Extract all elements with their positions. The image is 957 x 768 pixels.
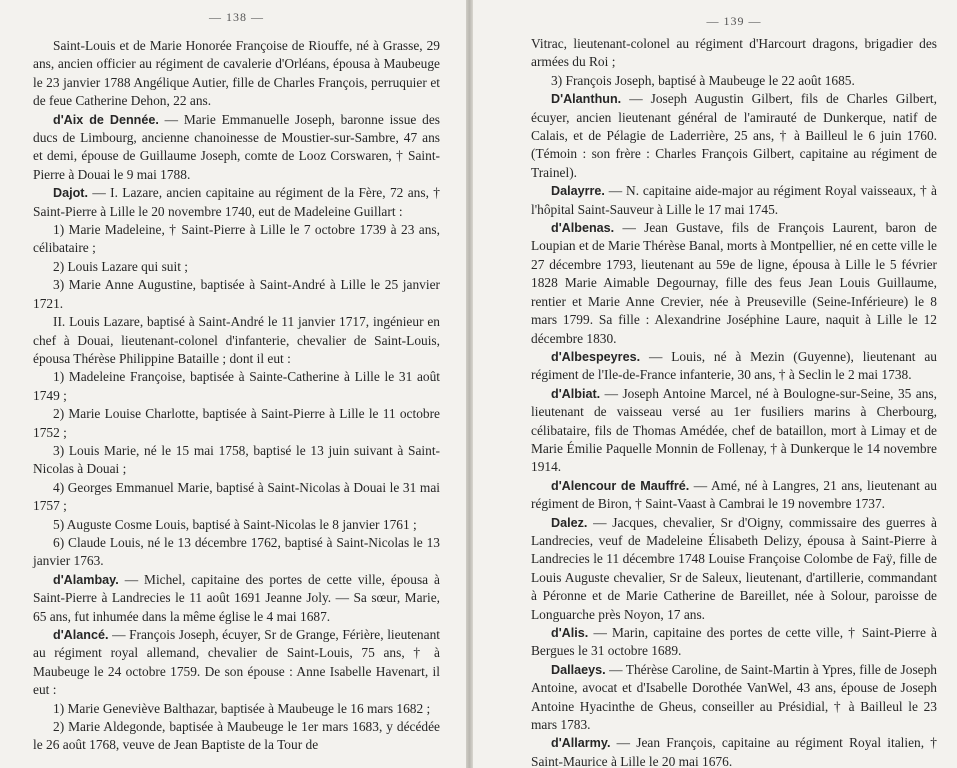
family-name: Dajot.	[53, 186, 88, 201]
entry-paragraph	[33, 700, 440, 718]
genealogy-entry	[33, 184, 440, 221]
entry-text: Saint-Louis et de Marie Honorée Françoise de Riouffe, né à Grasse, 29 ans, ancien officier au régiment de cavalerie d'Orléans, épousa à Maubeuge le 23 janvier 1788 Angélique Autier, fille de Charles François, perruquier et de feue Catherine Dehon, 22 ans.	[33, 38, 440, 109]
family-name: d'Aix de Dennée.	[53, 112, 159, 127]
family-name: d'Albiat.	[551, 386, 601, 401]
family-name: d'Alancé.	[53, 628, 109, 642]
genealogy-entry	[531, 514, 937, 624]
genealogy-entry	[531, 385, 937, 477]
entry-text: 3) François Joseph, baptisé à Maubeuge le 22 août 1685.	[551, 72, 855, 88]
entry-paragraph	[33, 534, 440, 571]
entry-text: 1) Madeleine Françoise, baptisée à Sainte-Catherine à Lille le 31 août 1749 ;	[33, 369, 440, 403]
entry-paragraph	[33, 516, 440, 534]
entry-text: II. Louis Lazare, baptisé à Saint-André le 11 janvier 1717, ingénieur en chef à Douai, lieutenant-colonel d'infanterie, chevalier de Saint-Louis, épousa Thérèse Philippine Bataille ; dont il eut :	[33, 314, 440, 366]
entry-text: — Joseph Augustin Gilbert, fils de Charles Gilbert, écuyer, ancien lieutenant général de l'amirauté de Dunkerque, natif de Calais, et de Pélagie de Laderrière, 25 ans, † à Bailleul le 6 juin 1760. (Témoin : son frère : Charles François Gilbert, capitaine au régiment de Trainel).	[531, 91, 937, 180]
entry-text: 5) Auguste Cosme Louis, baptisé à Saint-Nicolas le 8 janvier 1761 ;	[53, 516, 417, 532]
entry-paragraph	[33, 405, 440, 442]
entry-paragraph	[33, 479, 440, 516]
genealogy-entry	[531, 661, 937, 735]
entry-text: 1) Marie Madeleine, † Saint-Pierre à Lille le 7 octobre 1739 à 23 ans, célibataire ;	[33, 222, 440, 256]
genealogy-entry	[531, 90, 937, 182]
entry-text: 2) Marie Louise Charlotte, baptisée à Saint-Pierre à Lille le 11 octobre 1752 ;	[33, 406, 440, 440]
genealogy-entry	[531, 734, 937, 768]
entry-text: — François Joseph, écuyer, Sr de Grange, Férière, lieutenant au régiment royal allemand, chevalier de Saint-Louis, 75 ans, † à Maubeuge le 24 octobre 1759. De son épouse : Anne Isabelle Havenart, il eut :	[33, 627, 440, 698]
genealogy-entry	[531, 219, 937, 348]
entry-text: 3) Louis Marie, né le 15 mai 1758, baptisé le 13 juin suivant à Saint-Nicolas à Douai ;	[33, 442, 440, 477]
family-name: d'Alis.	[551, 626, 589, 640]
genealogy-entry	[33, 626, 440, 700]
entry-paragraph	[33, 718, 440, 755]
family-name: d'Albenas.	[551, 221, 615, 236]
entry-text: 6) Claude Louis, né le 13 décembre 1762, baptisé à Saint-Nicolas le 13 janvier 1763.	[33, 534, 440, 569]
genealogy-entry	[531, 348, 937, 385]
genealogy-entry	[33, 111, 440, 185]
entry-text: 2) Marie Aldegonde, baptisée à Maubeuge le 1er mars 1683, y décédée le 26 août 1768, veuve de Jean Baptiste de la Tour de	[33, 719, 440, 753]
page-number: — 138 —	[209, 10, 264, 24]
entry-paragraph	[531, 35, 937, 72]
family-name: d'Albespeyres.	[551, 349, 641, 364]
entry-text: 2) Louis Lazare qui suit ;	[53, 258, 188, 274]
family-name: d'Alencour de Mauffré.	[551, 478, 690, 493]
entry-text: — Jean Gustave, fils de François Laurent, baron de Loupian et de Marie Thérèse Banal, morts à Montpellier, né en cette ville le 27 décembre 1793, lieutenant au 59e de ligne, épousa à Lille le 5 février 1828 Marie Aimable Degournay, fille des feus Jean Louis Guillaume, rentier et Marie Anne Crevier, née à Preuseville (Seine-Inférieure) le 8 mars 1799. Sa fille : Alexandrine Joséphine Laure, naquit à Lille le 12 décembre 1830.	[531, 220, 937, 346]
entry-text: — Joseph Antoine Marcel, né à Boulogne-sur-Seine, 35 ans, lieutenant de vaisseau versé au 1er fusiliers marins à Cherbourg, célibataire, fils de Thomas Amédée, chef de bataillon, mort à Limay et de Marie Émilie Paquelle Monnin de Follenay, † à Dunkerque le 14 novembre 1914.	[531, 385, 937, 475]
family-name: Dallaeys.	[551, 662, 606, 677]
entry-text: — Marie Emmanuelle Joseph, baronne issue des ducs de Limbourg, ancienne chanoinesse de Moustier-sur-Sambre, 47 ans et demi, épouse de Guillaume Joseph, comte de Looz Corswaren, † Saint-Pierre à Douai le 9 mai 1788.	[33, 111, 440, 182]
entry-paragraph	[33, 258, 440, 276]
entry-text: — Louis, né à Mezin (Guyenne), lieutenant au régiment de l'Ile-de-France infanterie, 30 ans, † à Seclin le 2 mai 1738.	[531, 348, 937, 383]
entry-paragraph	[33, 37, 440, 111]
right-page	[473, 0, 957, 768]
genealogy-entry	[531, 477, 937, 514]
genealogy-entry	[33, 571, 440, 626]
entry-text: 3) Marie Anne Augustine, baptisée à Saint-André à Lille le 25 janvier 1721.	[33, 277, 440, 311]
entry-paragraph	[33, 313, 440, 368]
page-body	[531, 35, 937, 768]
entry-text: 4) Georges Emmanuel Marie, baptisé à Saint-Nicolas à Douai le 31 mai 1757 ;	[33, 479, 440, 514]
book-gutter	[466, 0, 473, 768]
entry-paragraph	[33, 368, 440, 405]
left-page	[0, 0, 466, 768]
family-name: d'Allarmy.	[551, 736, 611, 751]
entry-text: — Jacques, chevalier, Sr d'Oigny, commissaire des guerres à Landrecies, veuf de Madeleine Élisabeth Delizy, épousa à Saint-Pierre à Landrecies le 11 décembre 1748 Louise Françoise Colombe de Faÿ, fille de Louis Auguste chevalier, Sr de Saleux, lieutenant, d'artillerie, commandant à Péronne et de Marie Catherine de Bareillet, née à Solour, paroisse de Longuarche près Noyon, 17 ans.	[531, 514, 937, 622]
entry-text: Vitrac, lieutenant-colonel au régiment d'Harcourt dragons, brigadier des armées du Roi ;	[531, 36, 937, 70]
entry-text: 1) Marie Geneviève Balthazar, baptisée à Maubeuge le 16 mars 1682 ;	[53, 700, 431, 716]
genealogy-entry	[531, 624, 937, 661]
entry-paragraph	[33, 442, 440, 479]
entry-text: — I. Lazare, ancien capitaine au régiment de la Fère, 72 ans, † Saint-Pierre à Lille le 20 novembre 1740, eut de Madeleine Guillart :	[33, 185, 440, 219]
entry-text: — N. capitaine aide-major au régiment Royal vaisseaux, † à l'hôpital Saint-Sauveur à Lille le 17 mai 1745.	[531, 183, 937, 217]
family-name: d'Alambay.	[53, 572, 119, 587]
page-body	[33, 37, 440, 755]
entry-paragraph	[33, 276, 440, 313]
entry-paragraph	[33, 221, 440, 258]
entry-text: — Thérèse Caroline, de Saint-Martin à Ypres, fille de Joseph Antoine, avocat et d'Isabelle Dorothée VanWel, 43 ans, épouse de Joseph Antoine Hyacinthe de Gheus, conseiller au Présidial, † à Bailleul le 23 mars 1783.	[531, 661, 937, 733]
family-name: Dalez.	[551, 515, 588, 530]
entry-paragraph	[531, 72, 937, 90]
family-name: D'Alanthun.	[551, 92, 622, 107]
entry-text: — Amé, né à Langres, 21 ans, lieutenant au régiment de Biron, † Saint-Vaast à Cambrai le 19 novembre 1737.	[531, 477, 937, 512]
entry-text: — Marin, capitaine des portes de cette ville, † Saint-Pierre à Bergues le 31 octobre 1689.	[531, 625, 937, 659]
family-name: Dalayrre.	[551, 184, 605, 199]
genealogy-entry	[531, 182, 937, 219]
page-number: — 139 —	[706, 14, 762, 28]
entry-text: — Jean François, capitaine au régiment Royal italien, † Saint-Maurice à Lille le 20 mai 1676.	[531, 735, 937, 768]
entry-text: — Michel, capitaine des portes de cette ville, épousa à Saint-Pierre à Landrecies le 11 août 1691 Jeanne Joly. — Sa sœur, Marie, 65 ans, fut inhumée dans la même église le 4 mai 1687.	[33, 571, 440, 624]
